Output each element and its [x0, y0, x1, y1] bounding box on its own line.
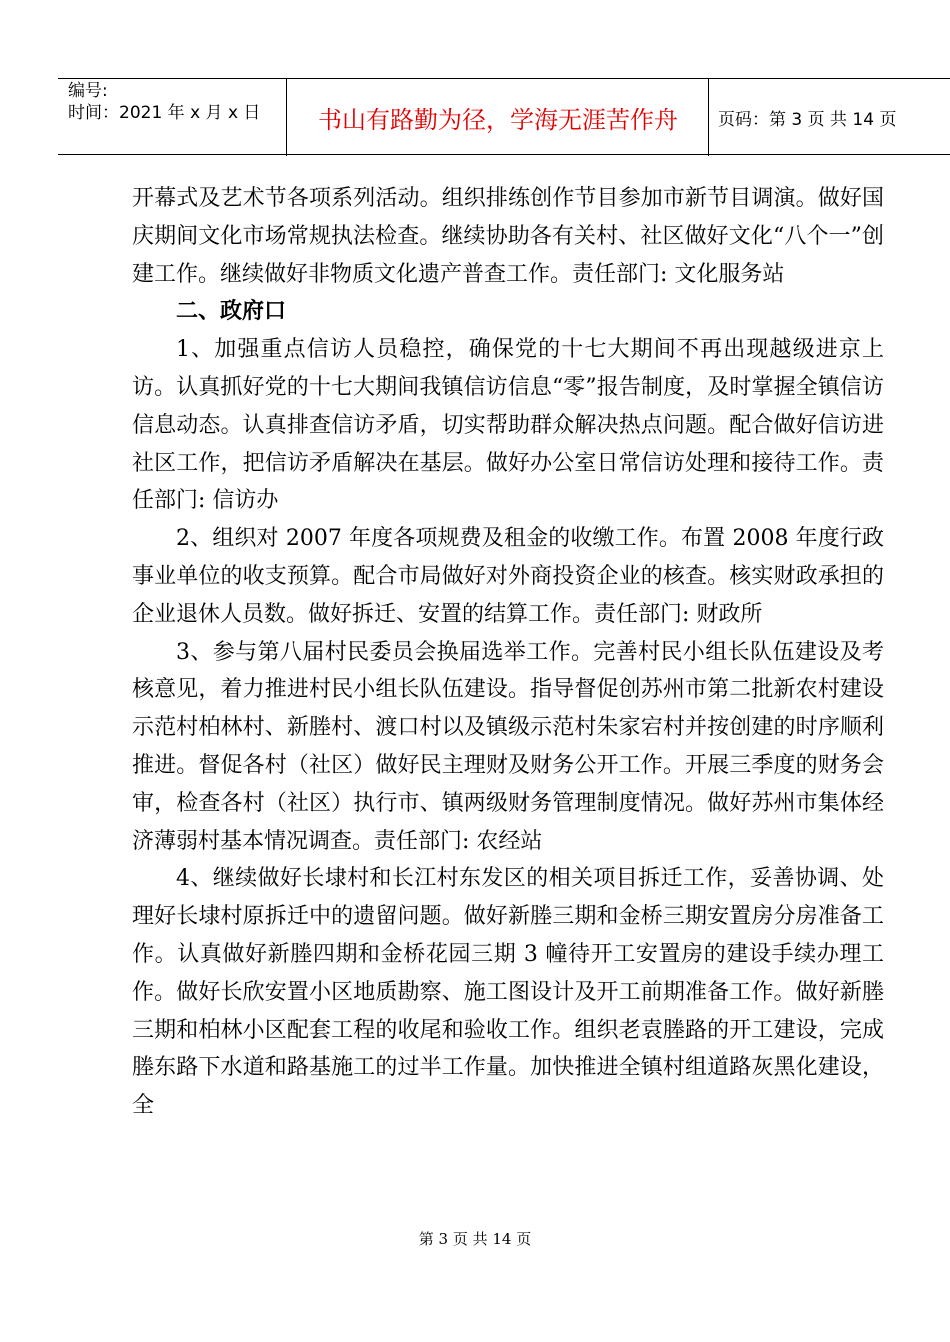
document-body [132, 180, 884, 1125]
paragraph-item-2: 2、组织对 2007 年度各项规费及租金的收缴工作。布置 2008 年度行政事业单位的收支预算。配合市局做好对外商投资企业的核查。核实财政承担的企业退休人员数。做好拆迁、安置的结算工作。责任部门: 财政所 [132, 526, 884, 627]
header-meta [68, 80, 260, 124]
paragraph-item-4: 4、继续做好长埭村和长江村东发区的相关项目拆迁工作，妥善协调、处理好长埭村原拆迁中的遗留问题。做好新塍三期和金桥三期安置房分房准备工作。认真做好新塍四期和金桥花园三期 3 幢待开工安置房的建设手续办理工作。做好长欣安置小区地质勘察、施工图设计及开工前期准备工作。做好新塍三期和柏林小区配套工程的收尾和验收工作。组织老袁塍路的开工建设，完成塍东路下水道和路基施工的过半工作量。加快推进全镇村组道路灰黑化建设，全 [132, 866, 884, 1119]
header-divider-1 [286, 78, 287, 156]
section-heading: 二、政府口 [176, 298, 287, 325]
page-footer: 第 3 页 共 14 页 [418, 1230, 532, 1248]
header-motto: 书山有路勤为径，学海无涯苦作舟 [318, 105, 678, 134]
paragraph-continued: 开幕式及艺术节各项系列活动。组织排练创作节目参加市新节目调演。做好国庆期间文化市场常规执法检查。继续协助各有关村、社区做好文化“八个一”创建工作。继续做好非物质文化遗产普查工作。责任部门: 文化服务站 [132, 186, 884, 287]
document-header [58, 78, 950, 156]
time-label: 时间：2021 年 x 月 x 日 [68, 103, 261, 123]
number-label: 编号: [68, 81, 108, 101]
header-divider-2 [708, 78, 709, 156]
header-page-info: 页码：第 3 页 共 14 页 [718, 109, 897, 130]
paragraph-item-1: 1、加强重点信访人员稳控，确保党的十七大期间不再出现越级进京上访。认真抓好党的十七大期间我镇信访信息“零”报告制度，及时掌握全镇信访信息动态。认真排查信访矛盾，切实帮助群众解决热点问题。配合做好信访进社区工作，把信访矛盾解决在基层。做好办公室日常信访处理和接待工作。责任部门: 信访办 [132, 337, 884, 514]
paragraph-item-3: 3、参与第八届村民委员会换届选举工作。完善村民小组长队伍建设及考核意见，着力推进村民小组长队伍建设。指导督促创苏州市第二批新农村建设示范村柏林村、新塍村、渡口村以及镇级示范村朱家宕村并按创建的时序顺利推进。督促各村（社区）做好民主理财及财务公开工作。开展三季度的财务会审，检查各村（社区）执行市、镇两级财务管理制度情况。做好苏州市集体经济薄弱村基本情况调查。责任部门: 农经站 [132, 639, 884, 854]
